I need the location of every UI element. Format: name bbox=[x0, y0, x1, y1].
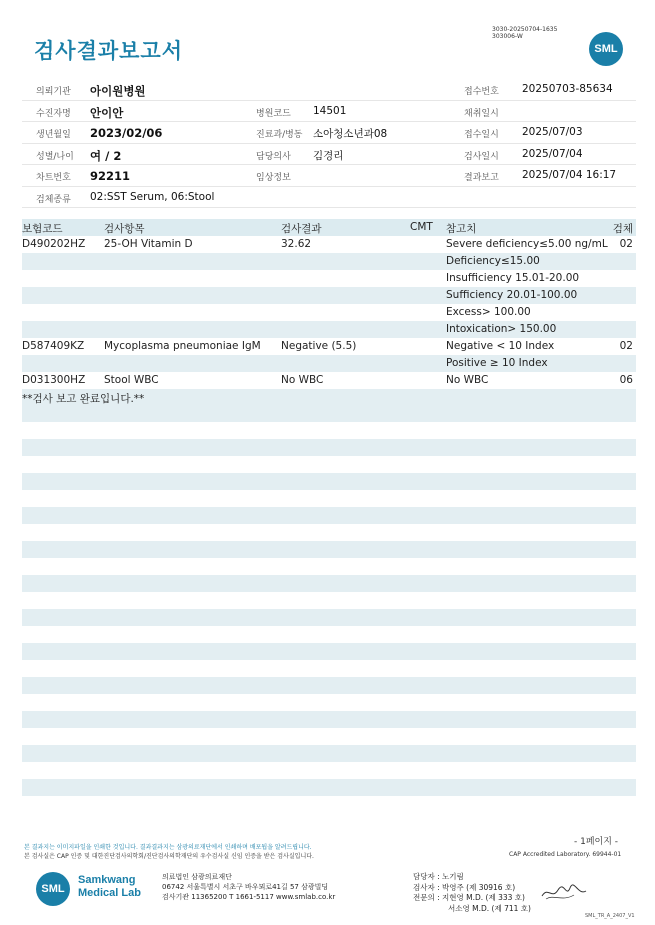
empty-stripe bbox=[22, 405, 636, 422]
table-body bbox=[22, 236, 636, 406]
sex-age-value: 여 / 2 bbox=[90, 148, 122, 163]
info-row bbox=[22, 101, 636, 123]
table-header bbox=[22, 219, 636, 236]
chart-no-label: 차트번호 bbox=[36, 173, 71, 183]
birth-value: 2023/02/06 bbox=[90, 126, 163, 140]
hospital-value: 아이원병원 bbox=[90, 84, 146, 98]
patient-label: 수진자명 bbox=[36, 108, 71, 119]
hospital-code-value: 14501 bbox=[313, 104, 347, 117]
lab-address: 의료법인 삼광의료재단 06742 서울특별시 서초구 바우뫼로41길 57 삼광빌딩 검사기관 11365200 T 1661-5117 www.smlab.co.kr bbox=[162, 873, 336, 901]
table-row bbox=[22, 389, 636, 406]
dept-value: 소아청소년과08 bbox=[313, 128, 388, 140]
cell-ref: Insufficiency 15.01-20.00 bbox=[446, 272, 580, 284]
birth-label: 생년월일 bbox=[36, 130, 71, 140]
specimen-value: 02:SST Serum, 06:Stool bbox=[90, 190, 215, 203]
report-date-value: 2025/07/04 16:17 bbox=[522, 169, 617, 181]
info-row bbox=[22, 144, 636, 166]
info-row bbox=[22, 122, 636, 144]
patient-info-grid bbox=[22, 79, 636, 208]
cell-item: 25-OH Vitamin D bbox=[104, 238, 193, 250]
lab-name: Samkwang Medical Lab bbox=[78, 874, 141, 899]
cell-result: Negative (5.5) bbox=[281, 340, 357, 352]
report-date-label: 결과보고 bbox=[464, 173, 499, 183]
cell-specimen: 02 bbox=[619, 238, 633, 250]
table-row bbox=[22, 236, 636, 253]
results-table bbox=[22, 219, 636, 406]
receipt-date-label: 접수일시 bbox=[464, 130, 499, 140]
cell-ref: Sufficiency 20.01-100.00 bbox=[446, 289, 578, 301]
sml-logo: SML bbox=[589, 32, 623, 66]
cell-code: D587409KZ bbox=[22, 340, 85, 352]
empty-stripe bbox=[22, 745, 636, 762]
cell-specimen: 02 bbox=[619, 340, 633, 352]
empty-row-stripes bbox=[22, 405, 636, 813]
doctor-label: 담당의사 bbox=[256, 151, 291, 162]
cell-ref: Excess> 100.00 bbox=[446, 306, 531, 318]
table-row bbox=[22, 270, 636, 287]
empty-stripe bbox=[22, 439, 636, 456]
staff-info: 담당자 : 노기림 검사자 : 박영주 (제 30916 호) 전문의 : 지현영 M.D. (제 333 호) 서소영 M.D. (제 711 호) bbox=[413, 872, 531, 913]
info-row bbox=[22, 165, 636, 187]
empty-stripe bbox=[22, 473, 636, 490]
empty-stripe bbox=[22, 779, 636, 796]
info-row bbox=[22, 187, 636, 209]
chart-no-value: 92211 bbox=[90, 169, 131, 183]
empty-stripe bbox=[22, 541, 636, 558]
receipt-date-value: 2025/07/03 bbox=[522, 126, 583, 138]
header-specimen: 검체 bbox=[612, 223, 633, 235]
table-row bbox=[22, 287, 636, 304]
empty-stripe bbox=[22, 677, 636, 694]
print-notice: 본 결과지는 이미지파일을 인쇄한 것입니다. 결과결과지는 삼광의료재단에서 인쇄하며 배포됩을 알려드립니다. bbox=[24, 844, 312, 851]
info-row bbox=[22, 79, 636, 101]
cell-item: Stool WBC bbox=[104, 374, 159, 386]
cap-accreditation: CAP Accredited Laboratory. 69944-01 bbox=[509, 851, 622, 858]
patient-value: 안이안 bbox=[90, 105, 124, 120]
table-row bbox=[22, 304, 636, 321]
sex-age-label: 성별/나이 bbox=[36, 151, 74, 162]
header-code: 보험코드 bbox=[22, 223, 63, 235]
empty-stripe bbox=[22, 507, 636, 524]
collect-date-label: 채취일시 bbox=[464, 108, 499, 119]
report-title: 검사결과보고서 bbox=[34, 39, 184, 63]
cell-specimen: 06 bbox=[619, 374, 633, 386]
accreditation-notice: 본 검사실은 CAP 인증 및 대한진단검사의학회/진단검사의학재단의 우수검사실 신임 인증을 받은 검사실입니다. bbox=[24, 853, 314, 860]
signature-image bbox=[540, 882, 588, 904]
header-result: 검사결과 bbox=[281, 223, 322, 235]
hospital-label: 의뢰기관 bbox=[36, 87, 71, 97]
header-cmt: CMT bbox=[410, 221, 433, 233]
document-id: 3030-20250704-1635 303006-W bbox=[492, 26, 558, 40]
cell-ref: Negative < 10 Index bbox=[446, 340, 555, 352]
cell-item: Mycoplasma pneumoniae IgM bbox=[104, 340, 261, 352]
cell-code: D031300HZ bbox=[22, 374, 86, 386]
table-row bbox=[22, 372, 636, 389]
hospital-code-label: 병원코드 bbox=[256, 108, 291, 119]
dept-label: 진료과/병동 bbox=[256, 130, 303, 140]
cell-code: **검사 보고 완료입니다.** bbox=[22, 393, 145, 405]
cell-ref: Positive ≥ 10 Index bbox=[446, 357, 548, 369]
table-row bbox=[22, 253, 636, 270]
table-row bbox=[22, 338, 636, 355]
page-number: - 1페이지 - bbox=[574, 837, 619, 847]
test-date-label: 검사일시 bbox=[464, 151, 499, 162]
receipt-no-value: 20250703-85634 bbox=[522, 83, 613, 95]
sml-footer-logo: SML bbox=[36, 872, 70, 906]
form-number: SML_TR_A_2407_V1 bbox=[585, 913, 635, 919]
table-row bbox=[22, 355, 636, 372]
header-ref: 참고치 bbox=[446, 223, 477, 235]
cell-ref: Intoxication> 150.00 bbox=[446, 323, 557, 335]
doctor-value: 김경리 bbox=[313, 149, 344, 162]
cell-result: 32.62 bbox=[281, 238, 312, 250]
header-item: 검사항목 bbox=[104, 223, 145, 235]
empty-stripe bbox=[22, 609, 636, 626]
test-date-value: 2025/07/04 bbox=[522, 147, 583, 160]
empty-stripe bbox=[22, 643, 636, 660]
table-row bbox=[22, 321, 636, 338]
cell-ref: Severe deficiency≤5.00 ng/mL bbox=[446, 238, 608, 250]
cell-code: D490202HZ bbox=[22, 238, 86, 250]
specimen-label: 검체종류 bbox=[36, 194, 71, 205]
clinical-label: 임상정보 bbox=[256, 173, 291, 183]
empty-stripe bbox=[22, 711, 636, 728]
receipt-no-label: 접수번호 bbox=[464, 87, 499, 97]
empty-stripe bbox=[22, 575, 636, 592]
cell-ref: No WBC bbox=[446, 374, 489, 386]
cell-result: No WBC bbox=[281, 374, 324, 386]
cell-ref: Deficiency≤15.00 bbox=[446, 255, 540, 267]
